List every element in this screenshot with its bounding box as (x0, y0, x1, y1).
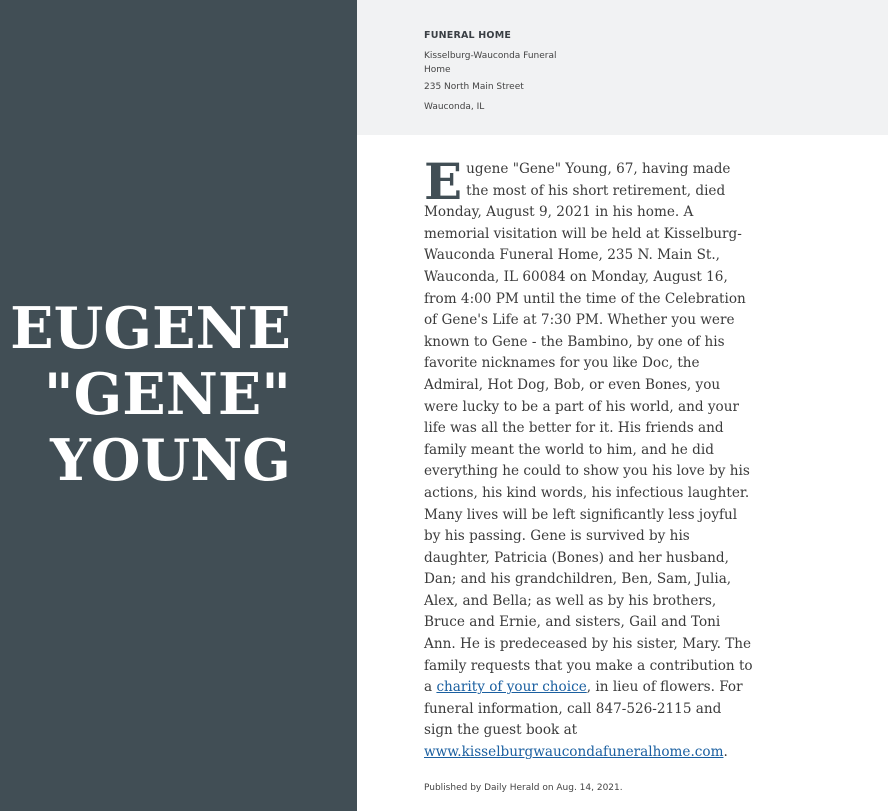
obituary-text-part1: ugene "Gene" Young, 67, having made the most of his short retirement, died Monday, August 9, 2021 in his home. A memorial visitation will be held at Kisselburg-Wauconda Funeral Home, 235 N. Main St., Wauconda, IL 60084 on Monday, August 16, from 4:00 PM until the time of the Celebration of Gene's Life at 7:30 PM. Whether you were known to Gene - the Bambino, by one of his favorite nicknames for you like Doc, the Admiral, Hot Dog, Bob, or even Bones, you were lucky to be a part of his world, and your life was all the better for it. His friends and family meant the world to him, and he did everything he could to show you his love by his actions, his kind words, his infectious laughter. Many lives will be left significantly less joyful by his passing. Gene is survived by his daughter, Patricia (Bones) and her husband, Dan; and his grandchildren, Ben, Sam, Julia, Alex, and Bella; as well as by his brothers, Bruce and Ernie, and sisters, Gail and Toni Ann. He is predeceased by his sister, Mary. The family requests that you make a contribution to a (424, 161, 753, 696)
name-panel (0, 0, 357, 811)
name-line-first: EUGENE (10, 295, 291, 362)
published-note: Published by Daily Herald on Aug. 14, 2021. (424, 783, 623, 793)
deceased-name (10, 296, 291, 494)
funeral-home-panel (357, 0, 888, 135)
funeral-home-city: Wauconda, IL (424, 102, 485, 112)
name-line-last: YOUNG (50, 427, 291, 494)
funeral-home-heading: FUNERAL HOME (424, 30, 512, 41)
drop-cap: E (424, 152, 463, 211)
obituary-text (424, 152, 754, 764)
obituary-text-end: . (723, 744, 728, 761)
funeral-home-street: 235 North Main Street (424, 82, 524, 92)
name-line-nickname: "GENE" (43, 361, 291, 428)
website-link[interactable]: www.kisselburgwaucondafuneralhome.com (424, 744, 724, 761)
funeral-home-name: Kisselburg-Wauconda Funeral Home (424, 51, 557, 75)
charity-link[interactable]: charity of your choice (436, 679, 587, 696)
obituary-text-part2: , in lieu of flowers. For funeral information, call 847-526-2115 and sign the guest book at (424, 679, 743, 739)
